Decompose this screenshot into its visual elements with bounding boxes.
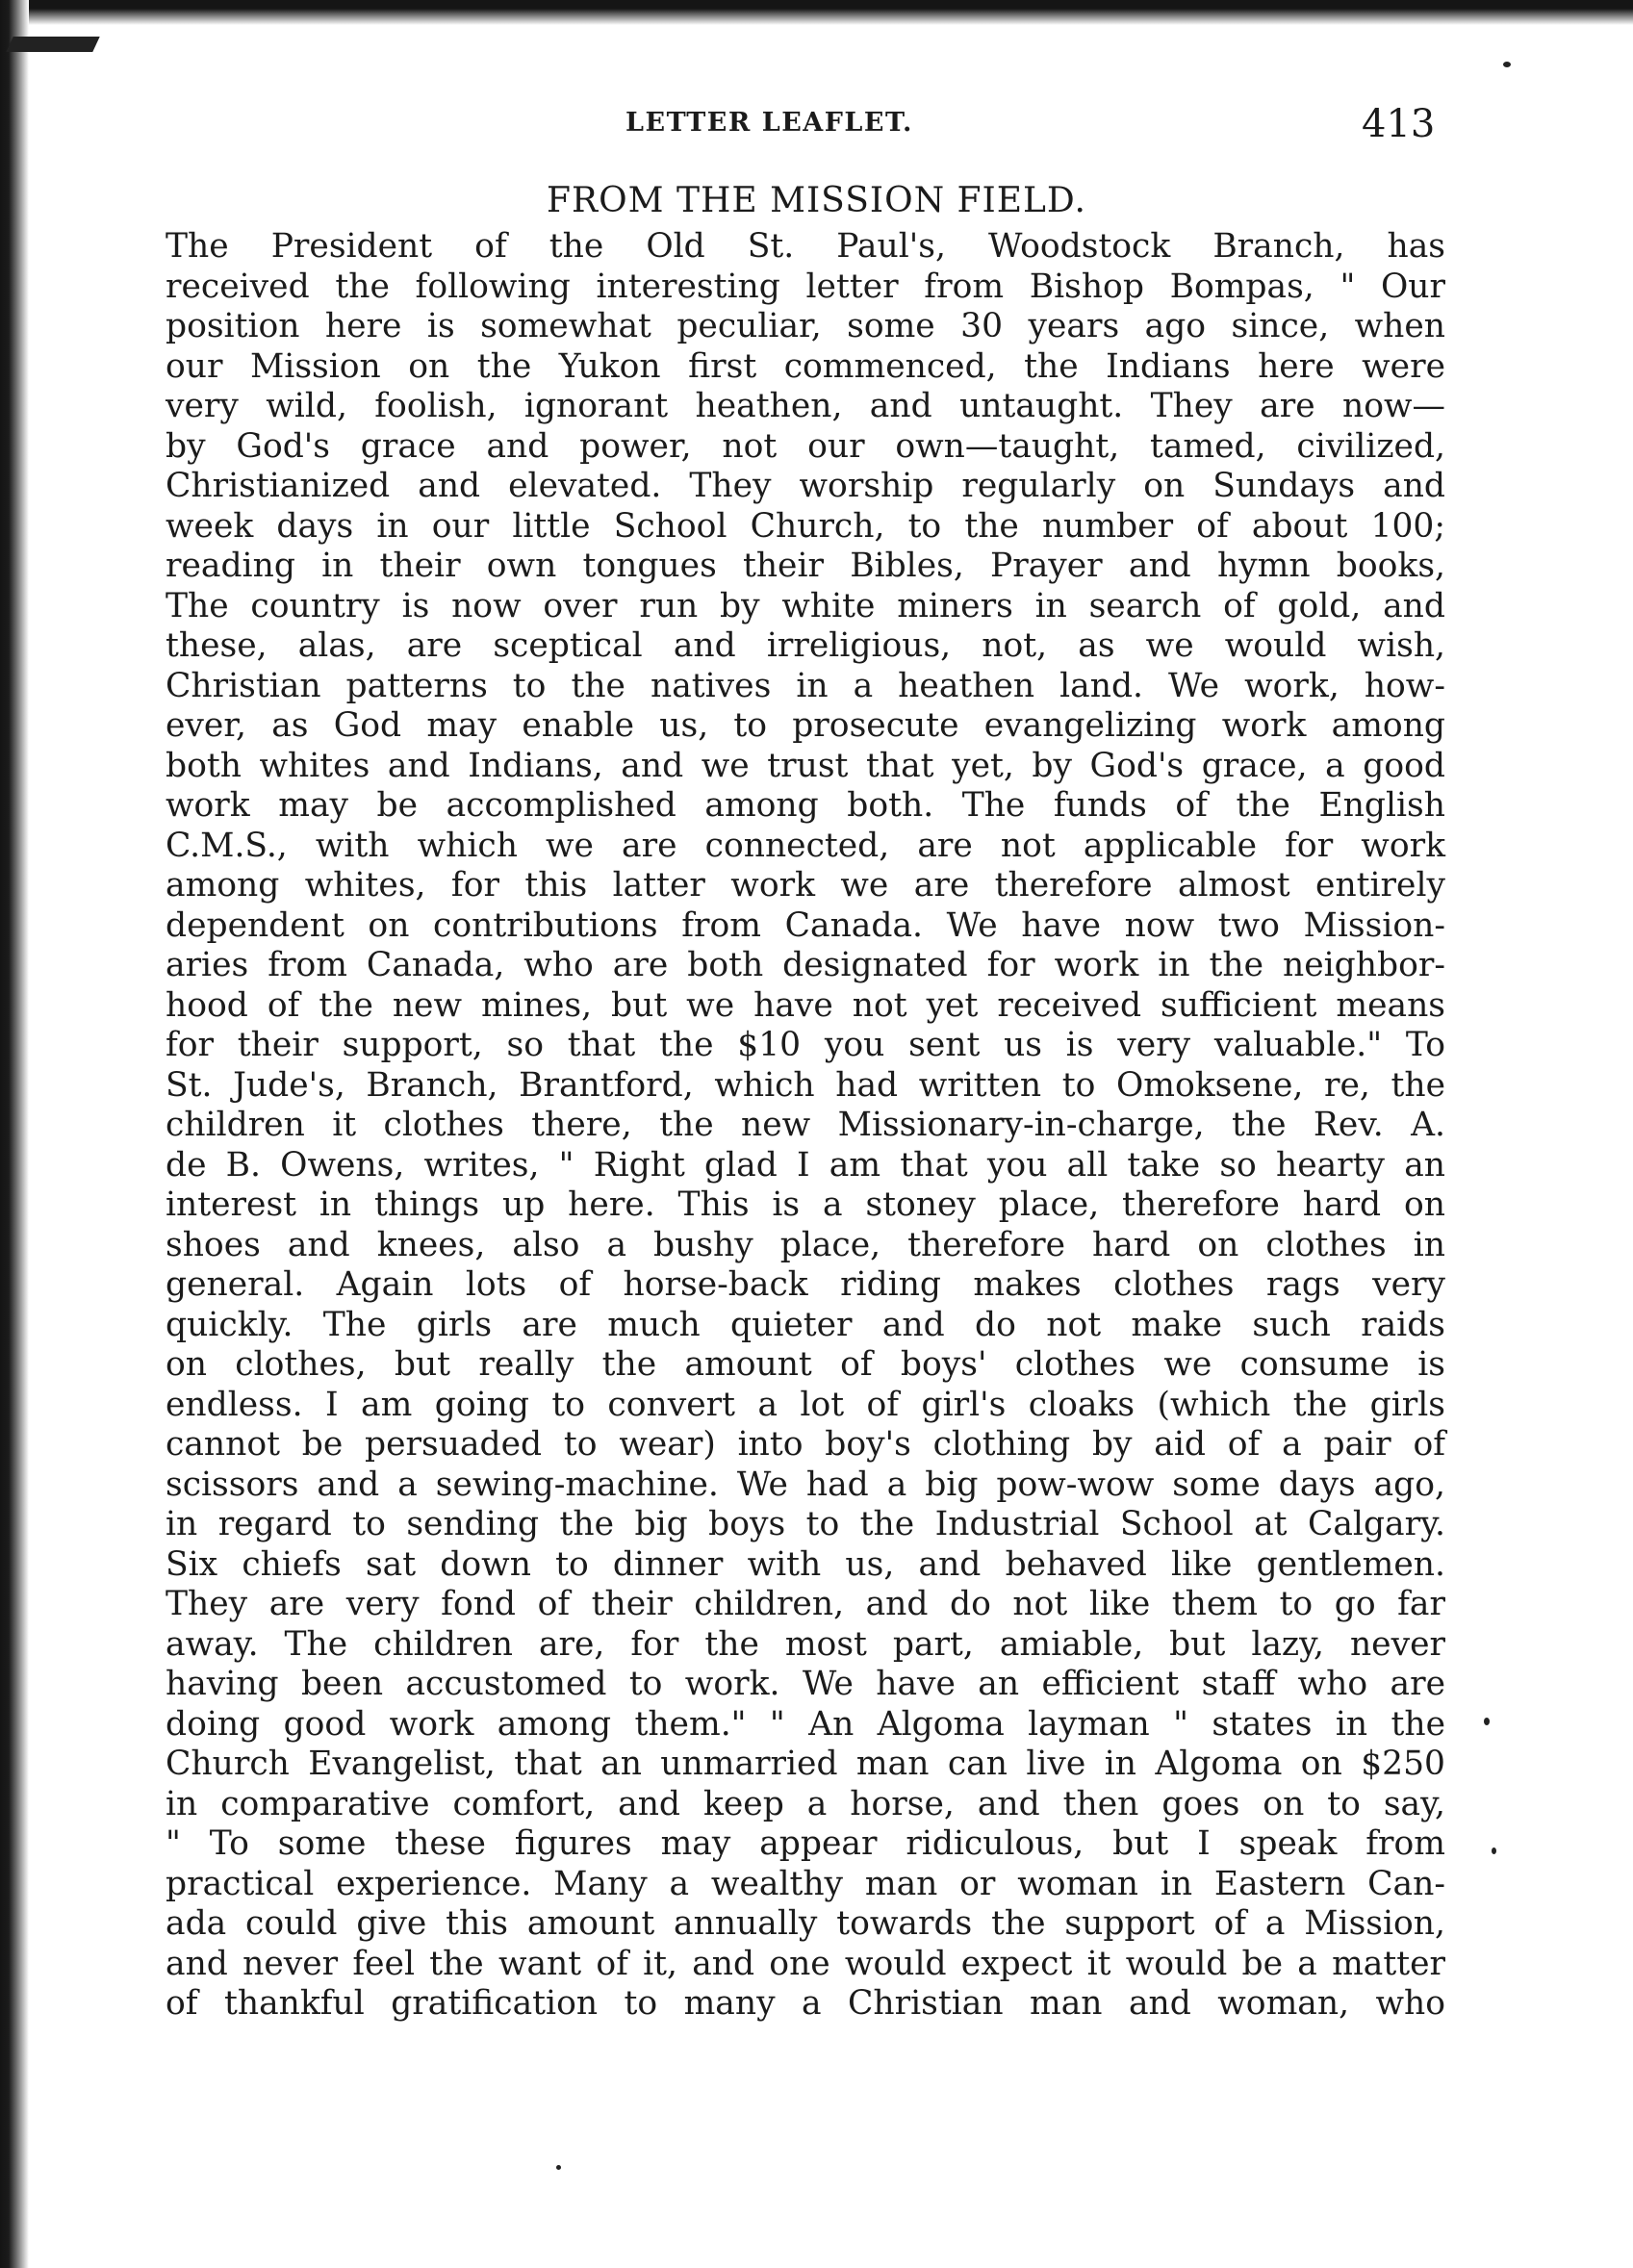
text-line: away. The children are, for the most part, amiable, but lazy, never bbox=[166, 1624, 1445, 1664]
text-line: for their support, so that the $10 you sent us is very valuable." To bbox=[166, 1026, 1445, 1064]
scan-top-edge bbox=[0, 0, 1633, 38]
text-line: " To some these figures may appear ridiculous, but I speak from bbox=[166, 1824, 1445, 1863]
text-line: week days in our little School Church, to the number of about 100; bbox=[166, 506, 1445, 546]
text-line: practical experience. Many a wealthy man or woman in Eastern Can- bbox=[166, 1864, 1445, 1903]
text-line: and never feel the want of it, and one would expect it would be a matter bbox=[166, 1944, 1445, 1983]
text-line: in regard to sending the big boys to the Industrial School at Calgary. bbox=[166, 1505, 1445, 1543]
text-line: C.M.S., with which we are connected, are not applicable for work bbox=[166, 826, 1445, 865]
text-line: The President of the Old St. Paul's, Woodstock Branch, has bbox=[166, 227, 1445, 266]
text-line: received the following interesting letter from Bishop Bompas, " Our bbox=[166, 267, 1445, 306]
text-line: Christian patterns to the natives in a heathen land. We work, how- bbox=[166, 666, 1445, 705]
text-line: our Mission on the Yukon first commenced, the Indians here were bbox=[166, 346, 1445, 386]
text-line: scissors and a sewing-machine. We had a big pow-wow some days ago, bbox=[166, 1465, 1445, 1504]
text-line: ada could give this amount annually towards the support of a Mission, bbox=[166, 1904, 1445, 1943]
text-line: these, alas, are sceptical and irreligious, not, as we would wish, bbox=[166, 626, 1445, 665]
text-line: in comparative comfort, and keep a horse, and then goes on to say, bbox=[166, 1784, 1445, 1823]
text-line: of thankful gratification to many a Christian man and woman, who bbox=[166, 1984, 1445, 2023]
text-line: work may be accomplished among both. The funds of the English bbox=[166, 786, 1445, 825]
text-line: shoes and knees, also a bushy place, therefore hard on clothes in bbox=[166, 1225, 1445, 1264]
text-line: both whites and Indians, and we trust that yet, by God's grace, a good bbox=[166, 746, 1445, 785]
text-line: among whites, for this latter work we are therefore almost entirely bbox=[166, 866, 1445, 905]
text-line: St. Jude's, Branch, Brantford, which had written to Omoksene, re, the bbox=[166, 1065, 1445, 1105]
text-line: children it clothes there, the new Missionary-in-charge, the Rev. A. bbox=[166, 1106, 1445, 1144]
text-line: hood of the new mines, but we have not yet received sufficient means bbox=[166, 985, 1445, 1025]
text-line: cannot be persuaded to wear) into boy's clothing by aid of a pair of bbox=[166, 1425, 1445, 1464]
text-line: quickly. The girls are much quieter and do not make such raids bbox=[166, 1305, 1445, 1344]
text-line: aries from Canada, who are both designated for work in the neighbor- bbox=[166, 946, 1445, 984]
body-text bbox=[166, 227, 1445, 2025]
text-line: having been accustomed to work. We have an efficient staff who are bbox=[166, 1665, 1445, 1703]
text-line: reading in their own tongues their Bibles, Prayer and hymn books, bbox=[166, 547, 1445, 585]
text-line: by God's grace and power, not our own—taught, tamed, civilized, bbox=[166, 426, 1445, 466]
running-head: LETTER LEAFLET. bbox=[625, 108, 913, 138]
text-line: very wild, foolish, ignorant heathen, and untaught. They are now— bbox=[166, 387, 1445, 425]
scan-speck bbox=[1492, 1848, 1496, 1854]
text-line: position here is somewhat peculiar, some 30 years ago since, when bbox=[166, 307, 1445, 345]
text-line: The country is now over run by white miners in search of gold, and bbox=[166, 586, 1445, 625]
scan-corner-mark bbox=[6, 37, 99, 52]
page-number: 413 bbox=[1362, 102, 1436, 146]
text-line: Church Evangelist, that an unmarried man can live in Algoma on $250 bbox=[166, 1745, 1445, 1783]
scan-speck bbox=[1503, 62, 1511, 67]
text-line: Six chiefs sat down to dinner with us, and behaved like gentlemen. bbox=[166, 1544, 1445, 1584]
text-line: dependent on contributions from Canada. We have now two Mission- bbox=[166, 905, 1445, 945]
section-title: FROM THE MISSION FIELD. bbox=[547, 181, 1086, 220]
text-line: interest in things up here. This is a stoney place, therefore hard on bbox=[166, 1185, 1445, 1224]
scan-speck bbox=[556, 2165, 561, 2170]
text-line: de B. Owens, writes, " Right glad I am that you all take so hearty an bbox=[166, 1145, 1445, 1185]
text-line: general. Again lots of horse-back riding makes clothes rags very bbox=[166, 1265, 1445, 1304]
text-line: They are very fond of their children, and do not like them to go far bbox=[166, 1585, 1445, 1623]
text-line: endless. I am going to convert a lot of girl's cloaks (which the girls bbox=[166, 1385, 1445, 1424]
scan-speck bbox=[1484, 1718, 1490, 1725]
scan-left-edge bbox=[0, 0, 29, 2268]
text-line: on clothes, but really the amount of boys' clothes we consume is bbox=[166, 1345, 1445, 1384]
text-line: Christianized and elevated. They worship regularly on Sundays and bbox=[166, 467, 1445, 505]
text-line: ever, as God may enable us, to prosecute evangelizing work among bbox=[166, 706, 1445, 745]
text-line: doing good work among them." " An Algoma layman " states in the bbox=[166, 1704, 1445, 1744]
